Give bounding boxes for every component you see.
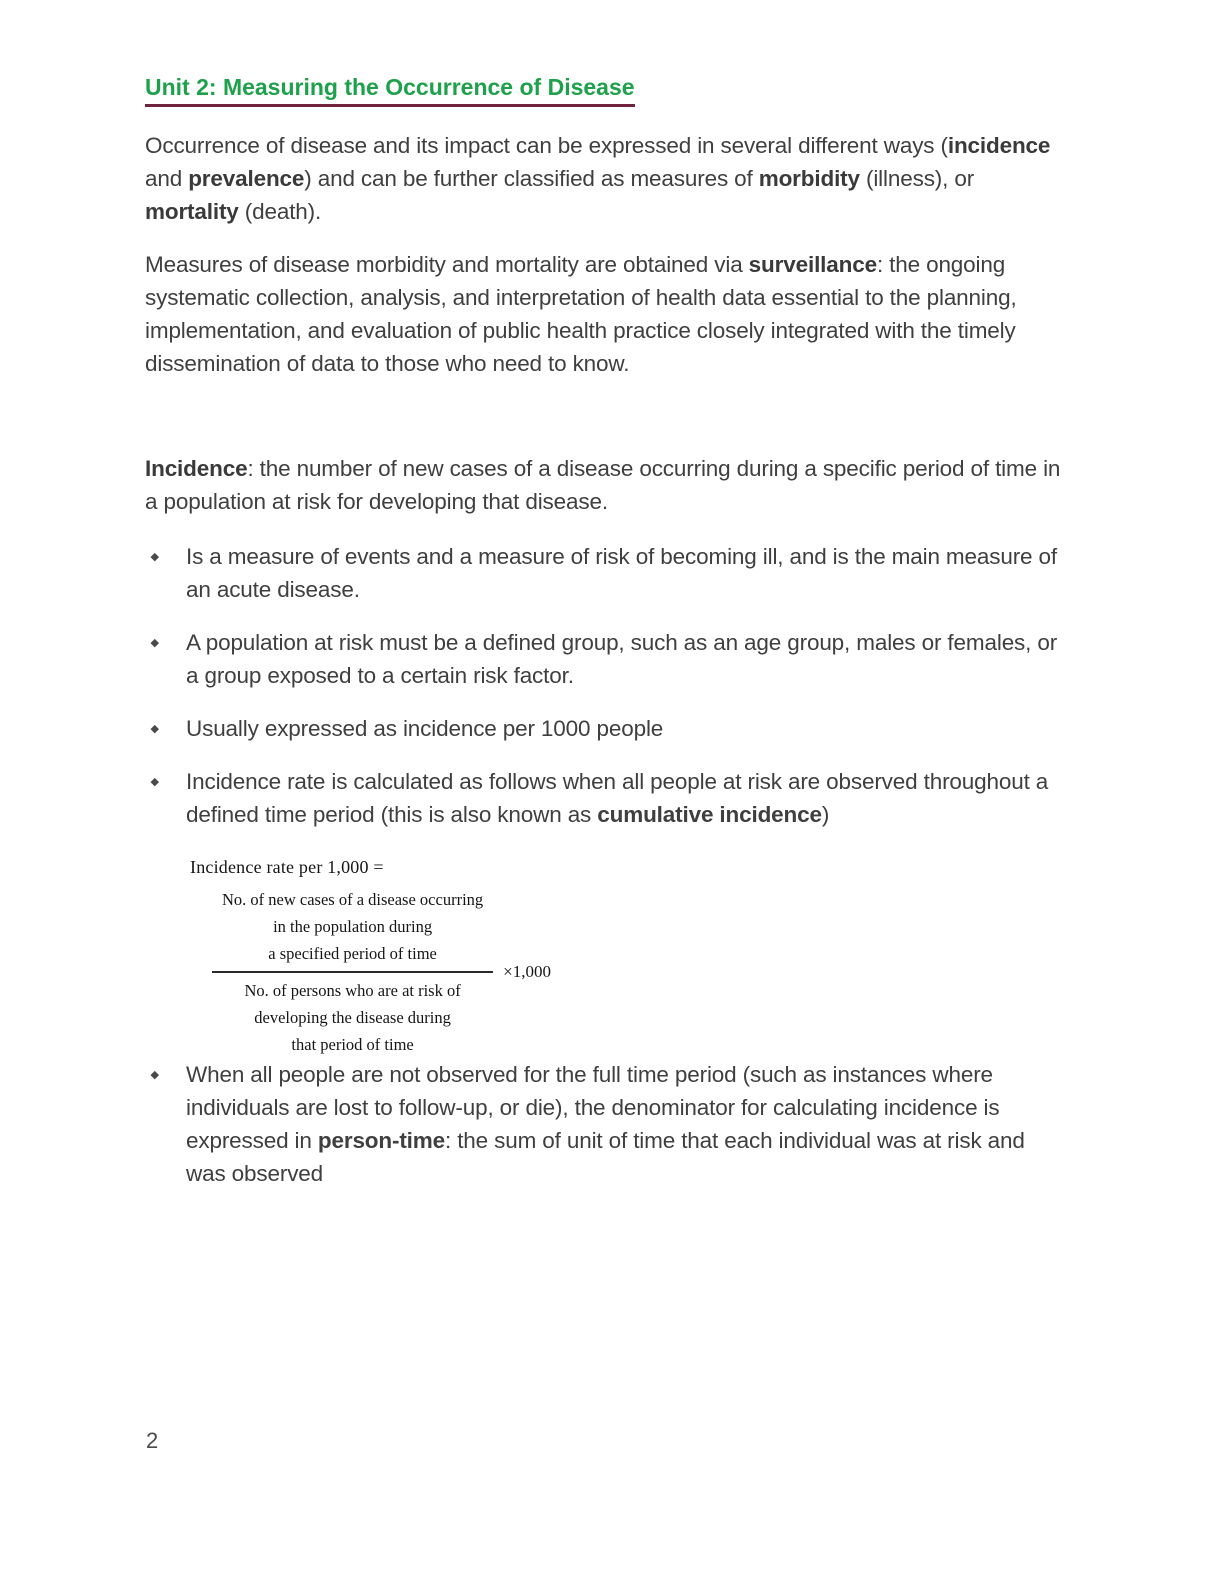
bullet-marker: [145, 626, 186, 692]
diamond-bullet-icon: [151, 553, 159, 561]
incidence-bullet-list: [145, 540, 1070, 831]
numerator-line: No. of new cases of a disease occurring: [222, 889, 484, 909]
page-title-text: Unit 2: Measuring the Occurrence of Disease: [145, 73, 635, 107]
intro-paragraph-occurrence: Occurrence of disease and its impact can be expressed in several different ways (incidence and prevalence) and can be further classified as measures of morbidity (illness), or mortality (death).: [145, 132, 1051, 224]
bullet-item-person-time: [145, 1058, 1070, 1190]
diamond-bullet-icon: [151, 1071, 159, 1079]
surveillance-paragraph: Measures of disease morbidity and mortality are obtained via surveillance: the ongoing systematic collection, analysis, and interpretation of health data essential to the planning, implementation, and evaluation of public health practice closely integrated with the timely dissemination of data to those who need to know.: [145, 251, 1017, 376]
formula-numerator: [212, 886, 493, 973]
bullet-item-measure-of-events: [145, 540, 1070, 606]
formula-lead: Incidence rate per 1,000 =: [190, 856, 384, 877]
bullet-item-per-1000-people: [145, 712, 1070, 745]
document-content: [145, 73, 1070, 1190]
bullet-marker: [145, 712, 186, 745]
incidence-definition-paragraph: Incidence: the number of new cases of a disease occurring during a specific period of time in a population at risk for developing that disease.: [145, 455, 1061, 514]
formula-multiplier: ×1,000: [503, 961, 551, 981]
bullet-text: Usually expressed as incidence per 1000 people: [186, 715, 664, 741]
numerator-line: a specified period of time: [268, 943, 437, 963]
bullet-marker: [145, 1058, 186, 1190]
diamond-bullet-icon: [151, 778, 159, 786]
bullet-text: When all people are not observed for the full time period (such as instances where individuals are lost to follow-up, or die), the denominator for calculating incidence is expressed in person-time: the sum of unit of time that each individual was at risk and was observed: [186, 1061, 1025, 1186]
bullet-text: Incidence rate is calculated as follows when all people at risk are observed throughout a defined time period (this is also known as cumulative incidence): [186, 768, 1049, 827]
bullet-text: Is a measure of events and a measure of risk of becoming ill, and is the main measure of an acute disease.: [186, 543, 1057, 602]
page-title: [145, 73, 1070, 107]
formula-fraction-row: [212, 886, 551, 1058]
denominator-line: developing the disease during: [254, 1007, 451, 1027]
person-time-bullet-list: [145, 1058, 1070, 1190]
bullet-marker: [145, 765, 186, 831]
formula-denominator: [244, 973, 460, 1058]
diamond-bullet-icon: [151, 639, 159, 647]
page-number: 2: [146, 1428, 159, 1453]
formula-fraction: [212, 886, 493, 1058]
denominator-line: that period of time: [291, 1034, 414, 1054]
diamond-bullet-icon: [151, 725, 159, 733]
denominator-line: No. of persons who are at risk of: [244, 980, 461, 1000]
bullet-marker: [145, 540, 186, 606]
bullet-item-population-at-risk: [145, 626, 1070, 692]
numerator-line: in the population during: [273, 916, 433, 936]
incidence-rate-formula: [190, 857, 1070, 1058]
bullet-item-cumulative-incidence: [145, 765, 1070, 831]
bullet-text: A population at risk must be a defined group, such as an age group, males or females, or a group exposed to a certain risk factor.: [186, 629, 1058, 688]
